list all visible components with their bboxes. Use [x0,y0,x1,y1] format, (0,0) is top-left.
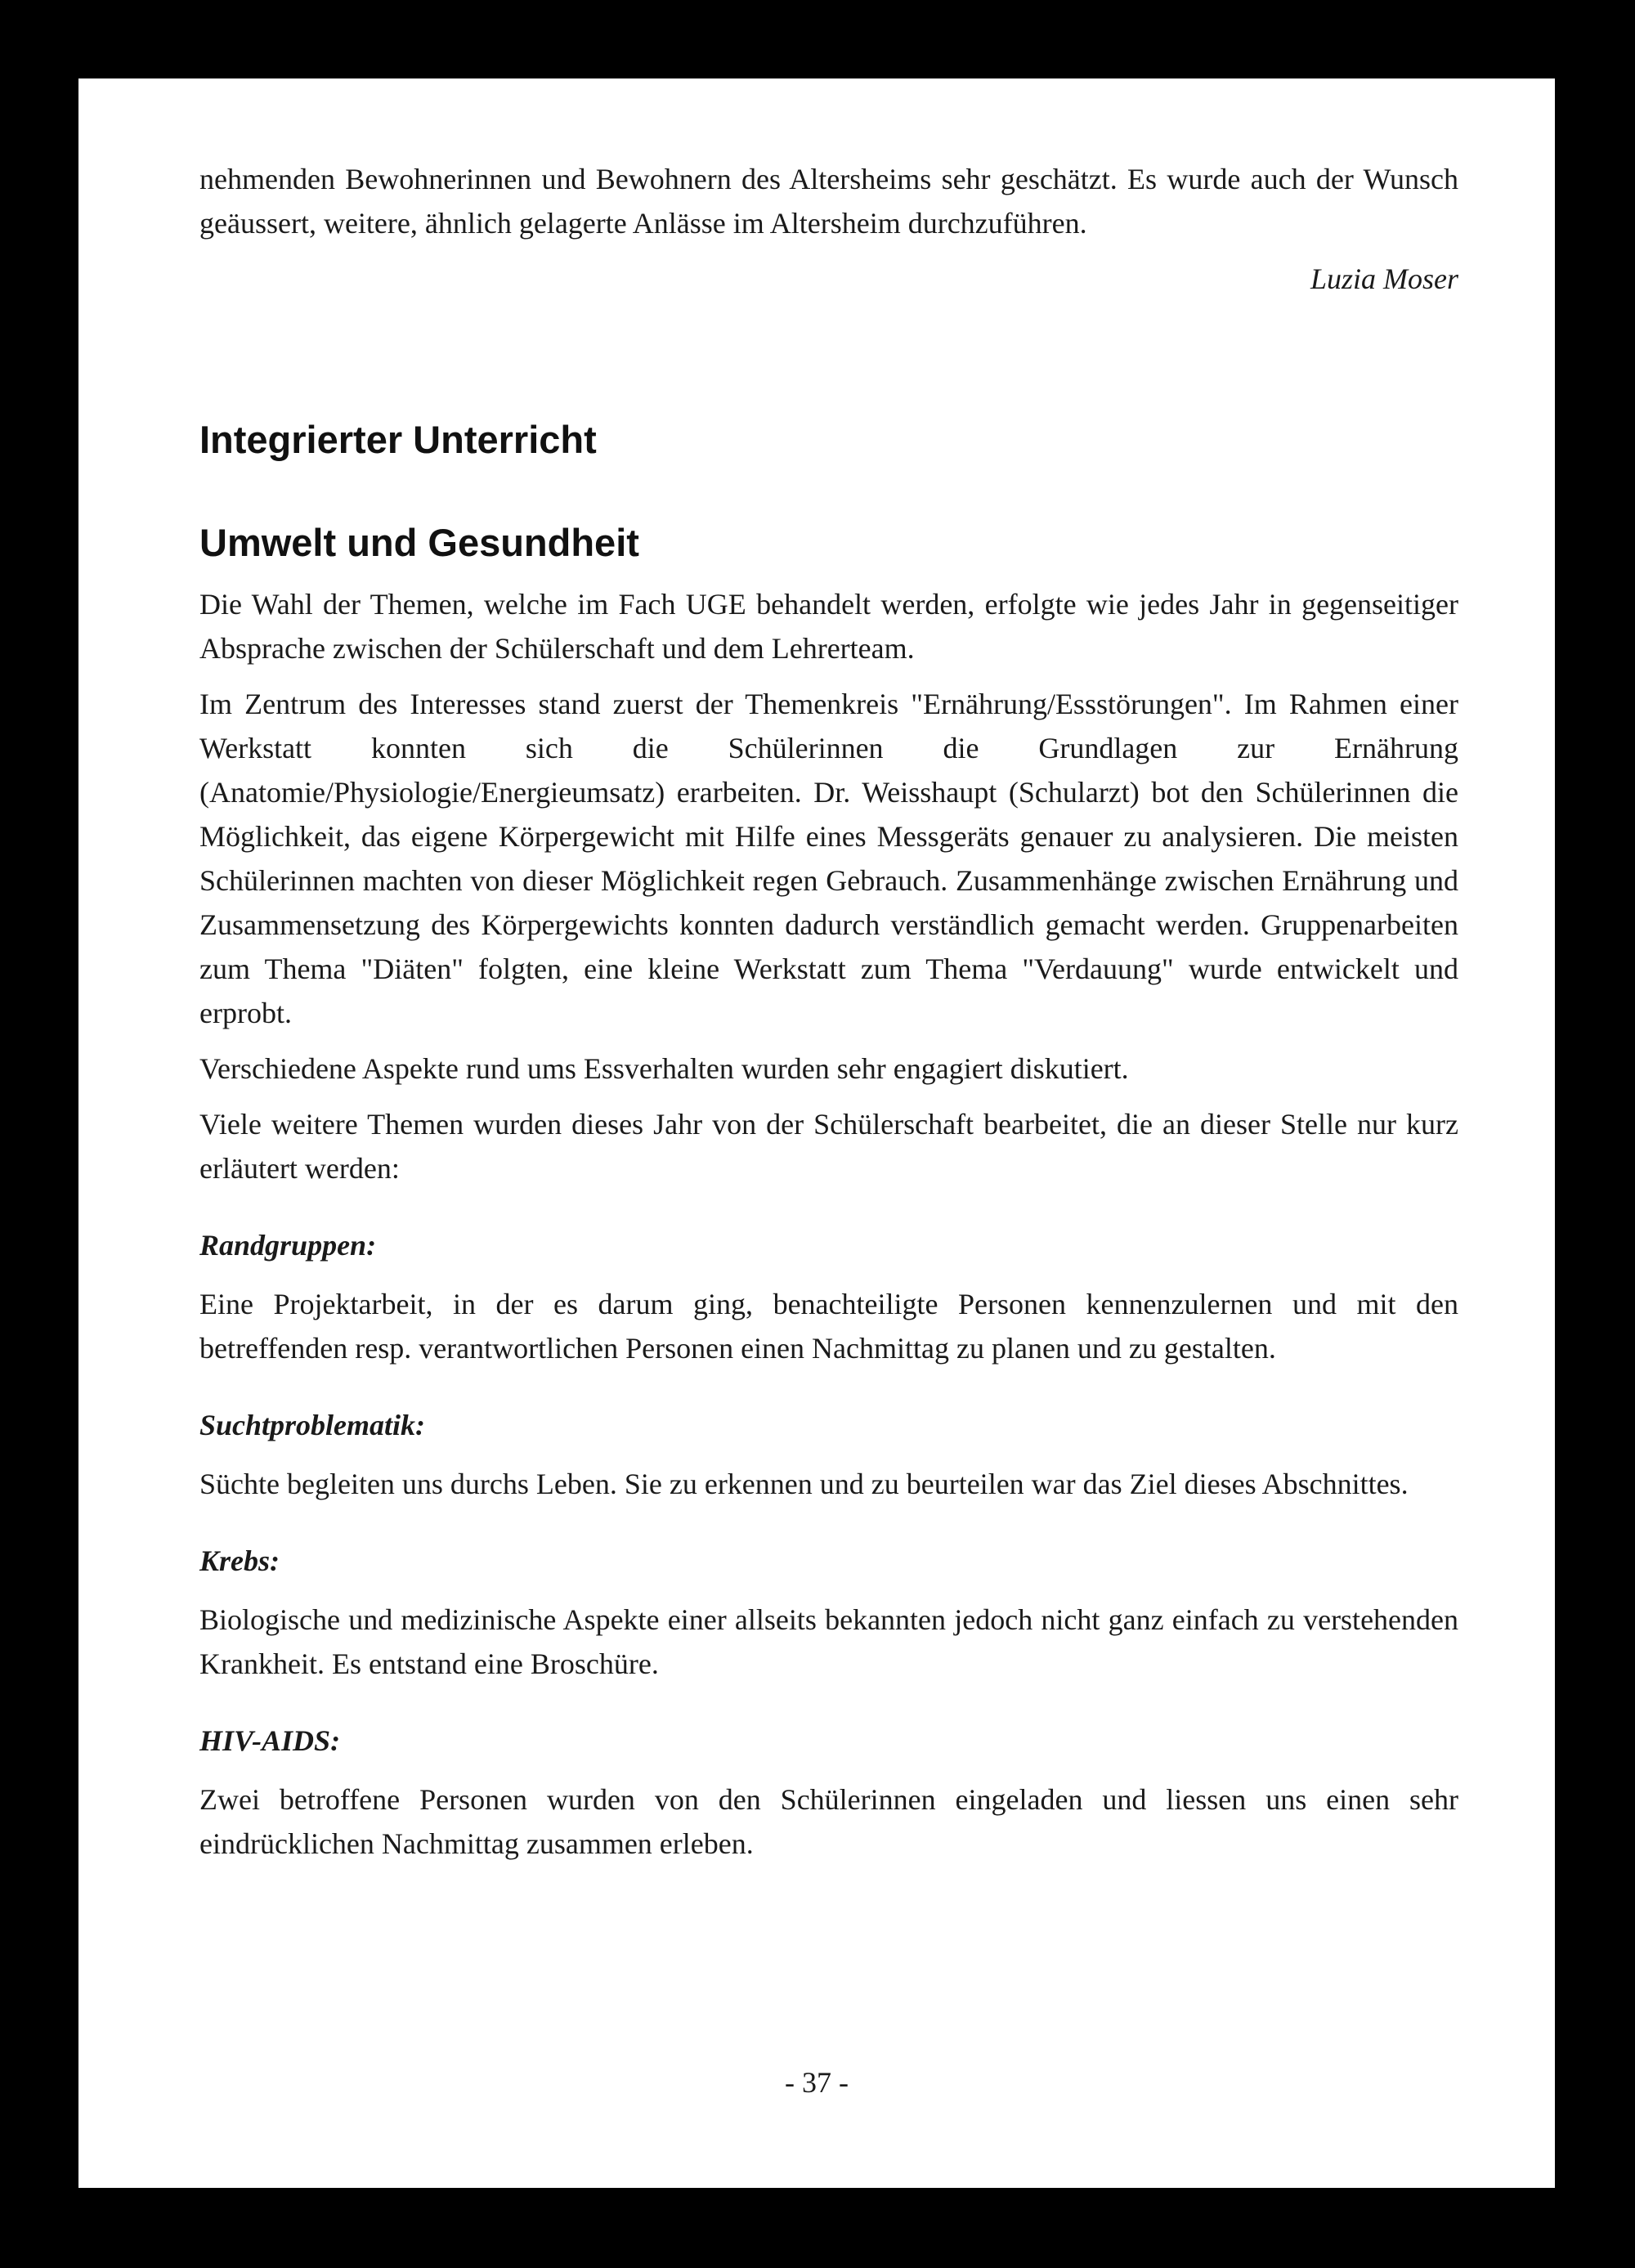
topic-text-suchtproblematik: Süchte begleiten uns durchs Leben. Sie zu erkennen und zu beurteilen war das Ziel dieses Abschnittes. [199,1468,1409,1500]
page-number: - 37 - [785,2066,849,2099]
topic-text-hiv-aids: Zwei betroffene Personen wurden von den Schülerinnen eingeladen und liessen uns einen sehr eindrücklichen Nachmittag zusammen erleben. [199,1783,1458,1860]
body-paragraph: Die Wahl der Themen, welche im Fach UGE behandelt werden, erfolgte wie jedes Jahr in gegenseitiger Absprache zwischen der Schülerschaft und dem Lehrerteam. [199,588,1458,665]
topic-heading-randgruppen: Randgruppen: [199,1229,377,1262]
topic-heading-hiv-aids: HIV-AIDS: [199,1724,341,1757]
body-paragraph: Im Zentrum des Interesses stand zuerst der Themenkreis "Ernährung/Essstörungen". Im Rahmen einer Werkstatt konnten sich die Schülerinnen die Grundlagen zur Ernährung (Anatomie/Physiologie/Energieumsatz) erarbeiten. Dr. Weisshaupt (Schularzt) bot den Schülerinnen die Möglichkeit, das eigene Körpergewicht mit Hilfe eines Messgeräts genauer zu analysieren. Die meisten Schülerinnen machten von dieser Möglichkeit regen Gebrauch. Zusammenhänge zwischen Ernährung und Zusammensetzung des Körpergewichts konnten dadurch verständlich gemacht werden. Gruppenarbeiten zum Thema "Diäten" folgten, eine kleine Werkstatt zum Thema "Verdauung" wurde entwickelt und erprobt. [199,688,1458,1029]
topic-text-krebs: Biologische und medizinische Aspekte einer allseits bekannten jedoch nicht ganz einfach zu verstehenden Krankheit. Es entstand eine Broschüre. [199,1603,1458,1680]
topic-text-randgruppen: Eine Projektarbeit, in der es darum ging, benachteiligte Personen kennenzulernen und mit den betreffenden resp. verantwortlichen Personen einen Nachmittag zu planen und zu gestalten. [199,1288,1458,1365]
topic-heading-krebs: Krebs: [199,1544,280,1577]
subsection-title: Umwelt und Gesundheit [199,521,639,564]
intro-paragraph: nehmenden Bewohnerinnen und Bewohnern des Altersheims sehr geschätzt. Es wurde auch der Wunsch geäussert, weitere, ähnlich gelagerte Anlässe im Altersheim durchzuführen. [199,163,1458,240]
author-signature: Luzia Moser [1310,262,1458,295]
body-paragraph: Verschiedene Aspekte rund ums Essverhalten wurden sehr engagiert diskutiert. [199,1052,1129,1085]
document-page [78,78,1555,2188]
section-title: Integrierter Unterricht [199,418,597,461]
topic-heading-suchtproblematik: Suchtproblematik: [199,1409,426,1441]
page-content [199,157,1458,1877]
body-paragraph: Viele weitere Themen wurden dieses Jahr von der Schülerschaft bearbeitet, die an dieser Stelle nur kurz erläutert werden: [199,1108,1458,1185]
